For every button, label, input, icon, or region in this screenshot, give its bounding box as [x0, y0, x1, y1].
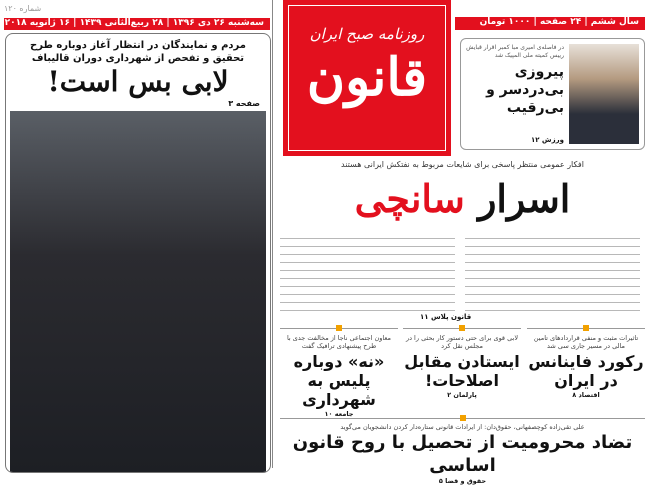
story-photo — [10, 111, 266, 472]
sports-teaser[interactable] — [460, 38, 645, 150]
headline-black: اسرار — [478, 176, 571, 221]
date-bar: سه‌شنبه ۲۶ دی ۱۳۹۶ | ۲۸ ربیع‌الثانی ۱۴۳۹ | ۱۶ ژانویه ۲۰۱۸ — [4, 18, 270, 30]
bullet-marker — [459, 325, 465, 331]
teaser-text — [464, 44, 564, 145]
issue-number: شماره ۱۲۰ — [4, 4, 42, 13]
left-page-ref: صفحه ۳ — [228, 99, 260, 108]
masthead-logo: قانون — [306, 47, 428, 108]
bullet-marker — [583, 325, 589, 331]
jump-ref: قانون پلاس ۱۱ — [420, 313, 472, 321]
story-page: پارلمان ۲ — [447, 391, 477, 399]
story-kicker: تاثیرات مثبت و منفی قراردادهای تامین مالی در مسیر جاری سی شد — [533, 334, 639, 350]
story-page: اقتصاد ۸ — [572, 391, 600, 399]
teaser-headline[interactable]: پیروزی بی‌دردسر و بی‌رقیب — [486, 64, 564, 116]
left-story[interactable] — [5, 33, 271, 473]
story-headline[interactable]: رکورد فاینانس در ایران — [528, 352, 644, 390]
left-headline[interactable]: لابی بس است! — [47, 65, 229, 98]
teaser-kicker: در فاصله‌ی امیری مبا کمبر اقرار قبایش رییس کمیته ملی المپیک شد — [466, 44, 564, 59]
main-headline[interactable] — [280, 174, 645, 224]
teaser-photo — [569, 44, 639, 144]
story-headline[interactable]: ایستادن مقابل اصلاحات! — [404, 352, 520, 390]
story-page: جامعه ۱۰ — [324, 410, 354, 418]
bottom-headline[interactable]: تضاد محرومیت از تحصیل با روح قانون اساسی — [292, 432, 633, 476]
story-police[interactable] — [280, 328, 398, 418]
teaser-page-ref: ورزش ۱۲ — [530, 136, 564, 144]
masthead-subtitle: روزنامه صبح ایران — [309, 25, 425, 43]
bottom-page: حقوق و قضا ۵ — [438, 477, 487, 485]
body-text-column — [465, 234, 640, 312]
story-finance[interactable] — [527, 328, 645, 399]
main-kicker: افکار عمومی منتظر پاسخی برای شایعات مربوط به نفتکش ایرانی هستند — [341, 160, 584, 169]
bullet-marker — [336, 325, 342, 331]
headline-red: سانچی — [354, 176, 465, 221]
issue-info-bar: سال ششم | ۲۴ صفحه | ۱۰۰۰ تومان — [455, 17, 645, 30]
bottom-kicker: علی تقی‌زاده کوچصفهانی، حقوق‌دان: از ایرادات قانونی ستاره‌دار کردن دانشجویان می‌گوید — [340, 423, 585, 431]
bullet-marker — [460, 415, 466, 421]
left-kicker: مردم و نمایندگان در انتظار آغاز دوباره طرح تحقیق و تفحص از شهرداری دوران قالیباف — [30, 40, 246, 64]
story-kicker: لابی قوی برای حتی دستور کار بحثی را در مجلس نقل کرد — [405, 334, 519, 350]
bottom-story[interactable] — [280, 418, 645, 485]
body-text-column — [280, 234, 455, 312]
story-parliament[interactable] — [403, 328, 521, 399]
masthead — [283, 0, 451, 156]
column-divider — [272, 0, 273, 468]
story-kicker: معاون اجتماعی ناجا از مخالفت جدی با طرح پیشنهادی ترافیک گفت — [286, 334, 392, 350]
story-headline[interactable]: «نه» دوباره پلیس به شهرداری — [293, 352, 385, 409]
